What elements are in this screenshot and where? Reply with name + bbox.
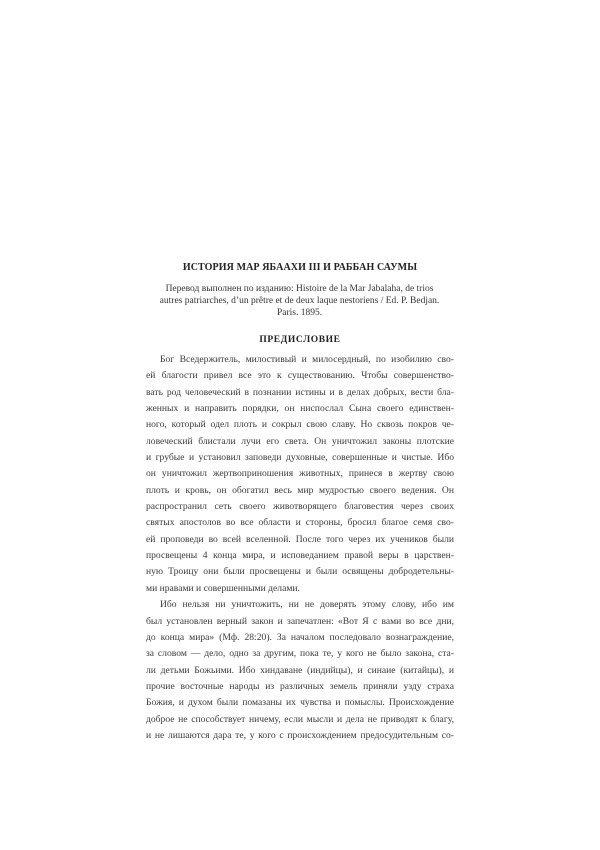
text-line: плоть и кровь, он обогатил весь мир мудростью своего ведения. Он xyxy=(146,484,454,496)
source-note xyxy=(147,283,452,319)
text-line: ми нравами и совершенными делами. xyxy=(146,582,300,594)
text-line: был установлен верный закон и запечатлен: «Вот Я с вами во все дни, xyxy=(146,615,454,627)
text-line: Бог Вседержитель, милостивый и милосердный, по изобилию сво- xyxy=(160,354,454,365)
text-line: ную Троицу они были просвещены и были освящены добродетельны- xyxy=(146,566,454,578)
text-line: просвещены 4 конца мира, и исповеданием правой веры в царствен- xyxy=(146,550,454,562)
text-line: святых апостолов во все области и стороны, бросил благое семя сво- xyxy=(146,517,454,529)
body-text xyxy=(146,352,454,744)
text-line: ей проповеди во всей вселенной. После того через их учеников были xyxy=(146,533,454,545)
text-line: Ибо нельзя ни уничтожить, ни не доверять этому слову, ибо им xyxy=(160,599,454,611)
source-line: Paris. 1895. xyxy=(276,308,323,318)
text-line: вать род человеческий в познании истины и в делах добрых, вести бла- xyxy=(146,386,454,398)
text-line: ей благости привел все это к существованию. Чтобы совершенство- xyxy=(146,370,454,382)
text-line: и не лишаются дара те, у кого с происхождением предосудительным со- xyxy=(146,729,454,741)
text-line: и грубые и установил заповеди духовные, совершенные и чистые. Ибо xyxy=(146,452,454,464)
text-line: до конца мира» (Мф. 28:20). За началом последовало вознаграждение, xyxy=(146,631,454,643)
text-line: он уничтожил жертвоприношения животных, принеся в жертву свою xyxy=(146,468,454,480)
source-line: Перевод выполнен по изданию: Histoire de la Mar Jabalaha, de trios xyxy=(165,284,434,294)
document-title: ИСТОРИЯ МАР ЯБААХИ III И РАББАН САУМЫ xyxy=(182,262,418,273)
paragraph-2 xyxy=(146,597,454,744)
text-line: прочие восточные народы из различных земель приняли узду страха xyxy=(146,680,454,692)
text-line: женных и направить порядки, он ниспослал Сына своего единствен- xyxy=(146,403,454,415)
source-line: autres patriarches, d’un prȇtre et de deux laque nestoriens / Ed. P. Bedjan. xyxy=(159,296,440,306)
text-line: ловеческий блистали лучи его света. Он уничтожил законы плотские xyxy=(146,435,454,447)
text-line: ного, который одел плоть и сокрыл свою славу. Но сквозь покров че- xyxy=(146,419,454,431)
section-heading: ПРЕДИСЛОВИЕ xyxy=(259,335,341,345)
text-line: Божия, и духом были помазаны их чувства и помыслы. Происхождение xyxy=(146,697,454,709)
text-line: за словом — дело, одно за другим, пока те, у кого не было закона, ста- xyxy=(146,648,454,660)
text-line: ли детьми Божьими. Ибо хиндаване (индийцы), и синаие (китайцы), и xyxy=(146,664,454,676)
text-line: доброе не способствует ничему, если мысли и дела не приводят к благу, xyxy=(146,713,454,725)
text-line: распространил сеть своего животворящего благовестия через своих xyxy=(146,501,454,513)
paragraph-1 xyxy=(146,352,454,597)
